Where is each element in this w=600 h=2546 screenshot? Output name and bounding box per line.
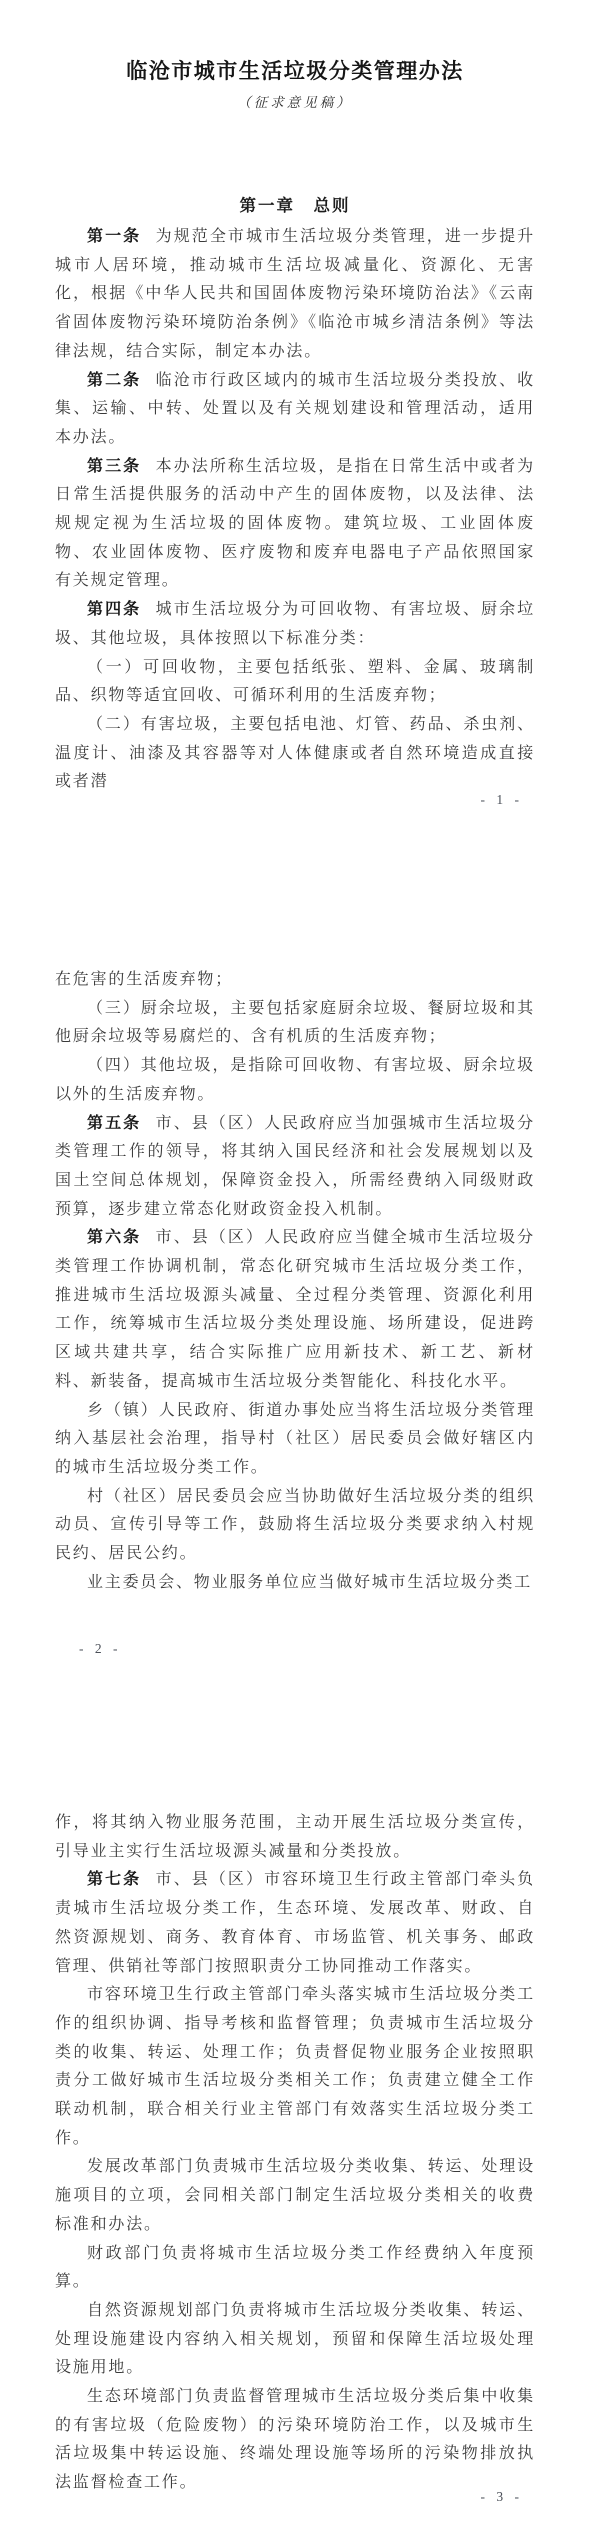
article-number: 第四条 <box>87 601 142 619</box>
paragraph <box>55 2153 535 2239</box>
article-number: 第五条 <box>87 1114 142 1132</box>
page-3 <box>0 1697 600 2546</box>
page-2 <box>0 849 600 1697</box>
article-number: 第三条 <box>87 457 142 475</box>
page-1 <box>0 0 600 849</box>
paragraph <box>55 1397 535 1483</box>
paragraph <box>55 1866 535 1981</box>
paragraph <box>55 1110 535 1225</box>
paragraph-text: 临沧市行政区域内的城市生活垃圾分类投放、收集、运输、中转、处置以及有关规划建设和管理活动，适用本办法。 <box>55 371 535 446</box>
paragraph-text: 城市生活垃圾分为可回收物、有害垃圾、厨余垃圾、其他垃圾，具体按照以下标准分类： <box>55 601 535 647</box>
document-subtitle: （征求意见稿） <box>237 95 353 110</box>
page-2-body <box>55 966 535 1597</box>
paragraph-continuation <box>55 966 535 995</box>
paragraph-text: 为规范全市城市生活垃圾分类管理，进一步提升城市人居环境，推动城市生活垃圾减量化、资源化、无害化，根据《中华人民共和国固体废物污染环境防治法》《云南省固体废物污染环境防治条例》《临沧市城乡清洁条例》等法律法规，结合实际，制定本办法。 <box>55 228 535 360</box>
paragraph-text: 村（社区）居民委员会应当协助做好生活垃圾分类的组织动员、宣传引导等工作，鼓励将生活垃圾分类要求纳入村规民约、居民公约。 <box>55 1487 535 1563</box>
article-number: 第一条 <box>87 228 142 245</box>
paragraph-text: 市、县（区）人民政府应当健全城市生活垃圾分类管理工作协调机制，常态化研究城市生活垃圾分类工作，推进城市生活垃圾源头减量、全过程分类管理、资源化利用工作，统筹城市生活垃圾分类处理设施、场所建设，促进跨区域共建共享，结合实际推广应用新技术、新工艺、新材料、新装备，提高城市生活垃圾分类智能化、科技化水平。 <box>55 1229 535 1390</box>
page-number: - 2 - <box>79 1641 122 1656</box>
paragraph <box>55 711 535 797</box>
paragraph <box>55 995 535 1052</box>
paragraph-text: （三）厨余垃圾，主要包括家庭厨余垃圾、餐厨垃圾和其他厨余垃圾等易腐烂的、含有机质的生活废弃物； <box>55 999 535 1046</box>
paragraph-text: （一）可回收物，主要包括纸张、塑料、金属、玻璃制品、织物等适宜回收、可循环利用的生活废弃物； <box>55 658 535 705</box>
paragraph-text: （四）其他垃圾，是指除可回收物、有害垃圾、厨余垃圾以外的生活废弃物。 <box>55 1057 535 1103</box>
paragraph-text: 本办法所称生活垃圾，是指在日常生活中或者为日常生活提供服务的活动中产生的固体废物，以及法律、法规规定视为生活垃圾的固体废物。建筑垃圾、工业固体废物、农业固体废物、医疗废物和废弃电器电子产品依照国家有关规定管理。 <box>55 457 535 590</box>
paragraph <box>55 1224 535 1396</box>
article-number: 第二条 <box>87 371 142 389</box>
paragraph <box>55 223 535 367</box>
paragraph <box>55 654 535 711</box>
paragraph <box>55 1483 535 1569</box>
page-2-content <box>0 849 600 1597</box>
paragraph <box>55 1569 535 1598</box>
chapter-heading: 第一章 总则 <box>239 196 351 215</box>
paragraph <box>55 1981 535 2153</box>
page-1-body <box>55 223 535 797</box>
paragraph <box>55 453 535 597</box>
paragraph-continuation <box>55 1809 535 1866</box>
paragraph-text: 乡（镇）人民政府、街道办事处应当将生活垃圾分类管理纳入基层社会治理，指导村（社区）居民委员会做好辖区内的城市生活垃圾分类工作。 <box>55 1401 535 1476</box>
paragraph-text: 市、县（区）人民政府应当加强城市生活垃圾分类管理工作的领导，将其纳入国民经济和社会发展规划以及国土空间总体规划，保障资金投入，所需经费纳入同级财政预算，逐步建立常态化财政资金投入机制。 <box>55 1114 535 1218</box>
paragraph <box>55 2383 535 2498</box>
page-1-content <box>0 0 600 797</box>
paragraph-text: 市、县（区）市容环境卫生行政主管部门牵头负责城市生活垃圾分类工作，生态环境、发展改革、财政、自然资源规划、商务、教育体育、市场监管、机关事务、邮政管理、供销社等部门按照职责分工协同推动工作落实。 <box>55 1871 535 1975</box>
paragraph-text: 市容环境卫生行政主管部门牵头落实城市生活垃圾分类工作的组织协调、指导考核和监督管理；负责城市生活垃圾分类的收集、转运、处理工作；负责督促物业服务企业按照职责分工做好城市生活垃圾分类相关工作；负责建立健全工作联动机制，联合相关行业主管部门有效落实生活垃圾分类工作。 <box>55 1986 535 2147</box>
paragraph-text: （二）有害垃圾，主要包括电池、灯管、药品、杀虫剂、温度计、油漆及其容器等对人体健康或者自然环境造成直接或者潜 <box>55 715 535 791</box>
paragraph <box>55 2240 535 2297</box>
paragraph-text: 财政部门负责将城市生活垃圾分类工作经费纳入年度预算。 <box>55 2244 535 2291</box>
paragraph <box>55 1052 535 1109</box>
paragraph-text: 作，将其纳入物业服务范围，主动开展生活垃圾分类宣传，引导业主实行生活垃圾源头减量和分类投放。 <box>55 1814 535 1860</box>
document-title: 临沧市城市生活垃圾分类管理办法 <box>126 59 464 83</box>
page-number: - 3 - <box>480 2489 523 2504</box>
article-number: 第七条 <box>87 1871 142 1889</box>
paragraph-text: 自然资源规划部门负责将城市生活垃圾分类收集、转运、处理设施建设内容纳入相关规划，预留和保障生活垃圾处理设施用地。 <box>55 2301 535 2377</box>
paragraph <box>55 2297 535 2383</box>
paragraph <box>55 596 535 653</box>
page-number: - 1 - <box>480 792 523 807</box>
page-3-body <box>55 1809 535 2498</box>
page-3-content <box>0 1697 600 2498</box>
article-number: 第六条 <box>87 1229 142 1247</box>
paragraph-text: 发展改革部门负责城市生活垃圾分类收集、转运、处理设施项目的立项，会同相关部门制定生活垃圾分类相关的收费标准和办法。 <box>55 2158 535 2233</box>
paragraph <box>55 367 535 453</box>
paragraph-text: 在危害的生活废弃物； <box>55 971 234 988</box>
paragraph-text: 业主委员会、物业服务单位应当做好城市生活垃圾分类工 <box>87 1573 533 1591</box>
paragraph-text: 生态环境部门负责监督管理城市生活垃圾分类后集中收集的有害垃圾（危险废物）的污染环境防治工作，以及城市生活垃圾集中转运设施、终端处理设施等场所的污染物排放执法监督检查工作。 <box>55 2388 535 2492</box>
